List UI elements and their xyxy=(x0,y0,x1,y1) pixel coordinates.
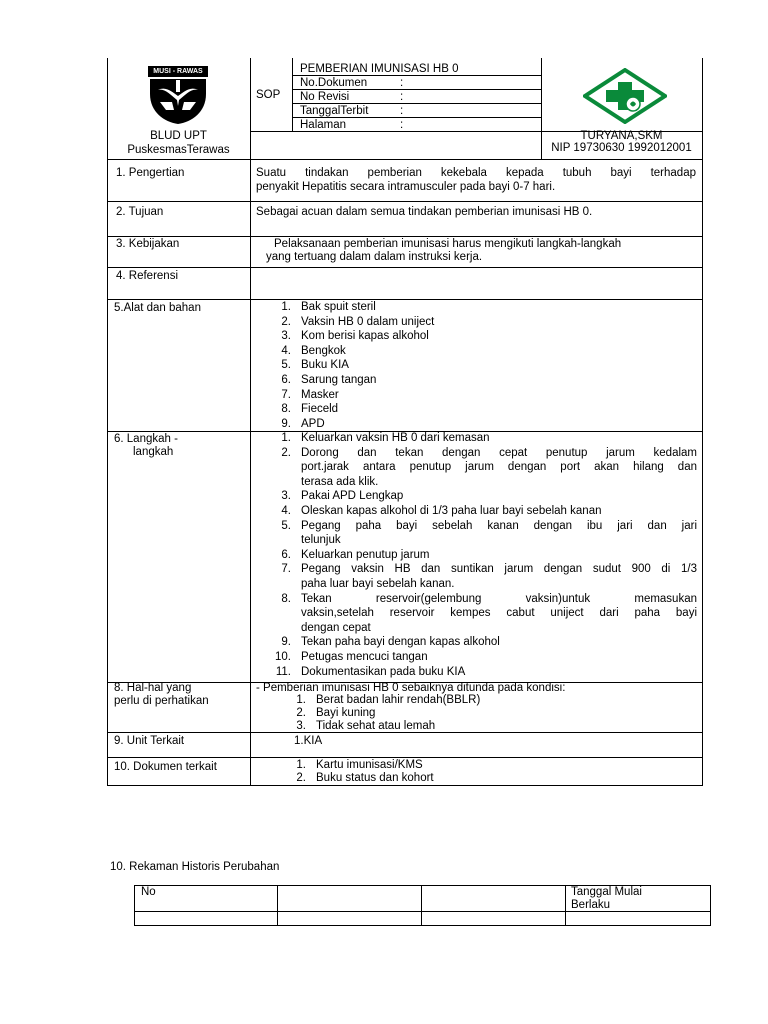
list-item: 2. Bayi kuning xyxy=(296,707,376,719)
alat-list xyxy=(275,300,434,431)
list-item: 1. Keluarkan vaksin HB 0 dari kemasan xyxy=(281,432,490,444)
label-tujuan: 2. Tujuan xyxy=(116,206,164,218)
history-col-date-1: Tanggal Mulai xyxy=(571,886,642,898)
sop-divider xyxy=(292,58,293,131)
unit-text: 1.KIA xyxy=(294,735,323,747)
document-title: PEMBERIAN IMUNISASI HB 0 xyxy=(300,63,459,75)
hal-intro: - Pemberian imunisasi HB 0 sebaiknya ditunda pada kondisi: xyxy=(256,682,566,694)
meta-value-dokumen: : xyxy=(400,77,404,89)
list-item: 2. Dorong dan tekan dengan cepat penutup jarum kedalam port.jarak antara penutup jarum dengan port akan hilang dan terasa ada klik. xyxy=(281,446,697,488)
meta-label-dokumen: No.Dokumen xyxy=(300,77,368,89)
table-border-left xyxy=(107,58,108,786)
list-item: 6. Sarung tangan xyxy=(281,373,377,386)
history-mid xyxy=(134,911,711,912)
sop-label: SOP xyxy=(256,89,281,101)
list-item: 2. Vaksin HB 0 dalam uniject xyxy=(281,315,435,328)
meta-value-halaman: : xyxy=(400,119,404,131)
kebijakan-line1: Pelaksanaan pemberian imunisasi harus mengikuti langkah-langkah xyxy=(274,238,622,250)
tujuan-text: Sebagai acuan dalam semua tindakan pemberian imunisasi HB 0. xyxy=(256,206,593,218)
list-item: 10. Petugas mencuci tangan xyxy=(275,650,428,663)
table-bottom xyxy=(107,785,702,786)
label-referensi: 4. Referensi xyxy=(116,270,179,282)
musi-rawas-logo xyxy=(146,66,210,126)
list-item: 4. Bengkok xyxy=(281,344,346,357)
label-dokumen: 10. Dokumen terkait xyxy=(114,761,217,773)
list-item: 7. Masker xyxy=(281,388,339,401)
kebijakan-line2: yang tertuang dalam dalam instruksi kerja. xyxy=(266,251,483,263)
history-col-4 xyxy=(710,885,711,926)
list-item: 1. Bak spuit steril xyxy=(281,301,376,313)
list-item: 1. Kartu imunisasi/KMS xyxy=(296,759,423,771)
meta-value-revisi: : xyxy=(400,91,404,103)
list-item: 8. Fieceld xyxy=(281,403,339,416)
label-alat: 5.Alat dan bahan xyxy=(114,302,201,314)
pengertian-line2: penyakit Hepatitis secara intramusculer pada bayi 0-7 hari. xyxy=(256,181,556,193)
label-hal-1: 8. Hal-hal yang xyxy=(114,682,192,694)
history-col-1 xyxy=(277,885,278,926)
signer-nip: NIP 19730630 1992012001 xyxy=(551,142,692,154)
meta-label-halaman: Halaman xyxy=(300,119,347,131)
hal-list xyxy=(290,694,480,733)
org-name-line1: BLUD UPT xyxy=(150,130,207,142)
langkah-list xyxy=(275,431,697,679)
pengertian-line1: Suatu tindakan pemberian kekebala kepada tubuh bayi terhadap xyxy=(256,167,696,179)
history-col-date-2: Berlaku xyxy=(571,899,610,911)
label-hal-2: perlu di perhatikan xyxy=(114,695,209,707)
history-col-no: No xyxy=(141,886,156,898)
list-item: 7. Pegang vaksin HB dan suntikan jarum dengan sudut 900 di 1/3 paha luar bayi sebelah kanan. xyxy=(281,563,697,590)
logo-text: MUSI - RAWAS xyxy=(153,68,203,75)
list-item: 8. Tekan reservoir(gelembung vaksin)untuk memasukan vaksin,setelah reservoir kempes cabut uniject dari paha bayi dengan cepat xyxy=(281,592,697,634)
list-item: 3. Pakai APD Lengkap xyxy=(281,490,404,503)
list-item: 2. Buku status dan kohort xyxy=(296,772,434,784)
meta-label-terbit: TanggalTerbit xyxy=(300,105,369,117)
list-item: 9. Tekan paha bayi dengan kapas alkohol xyxy=(281,636,500,649)
column-divider xyxy=(250,58,251,786)
meta-label-revisi: No Revisi xyxy=(300,91,350,103)
history-col-2 xyxy=(421,885,422,926)
signer-name: TURYANA,SKM xyxy=(580,130,663,142)
table-border-right xyxy=(702,58,703,786)
meta-value-terbit: : xyxy=(400,105,404,117)
list-item: 9. APD xyxy=(281,417,325,430)
label-langkah-2: langkah xyxy=(133,446,174,458)
label-unit: 9. Unit Terkait xyxy=(114,735,185,747)
dokumen-list xyxy=(290,759,434,785)
row-sep-8 xyxy=(107,757,702,758)
puskesmas-logo xyxy=(583,68,667,124)
history-bottom xyxy=(134,925,711,926)
list-item: 1. Berat badan lahir rendah(BBLR) xyxy=(296,694,481,706)
list-item: 4. Oleskan kapas alkohol di 1/3 paha luar bayi sebelah kanan xyxy=(281,504,602,517)
list-item: 5. Buku KIA xyxy=(281,359,349,372)
list-item: 3. Tidak sehat atau lemah xyxy=(296,720,436,732)
row-sep-3 xyxy=(107,267,702,268)
list-item: 6. Keluarkan penutup jarum xyxy=(281,548,430,561)
list-item: 5. Pegang paha bayi sebelah kanan dengan ibu jari dan jari telunjuk xyxy=(281,519,697,547)
list-item: 11. Dokumentasikan pada buku KIA xyxy=(275,665,466,678)
history-col-3 xyxy=(565,885,566,926)
org-name-line2: PuskesmasTerawas xyxy=(127,144,230,156)
label-pengertian: 1. Pengertian xyxy=(116,167,185,179)
history-col-0 xyxy=(134,885,135,926)
list-item: 3. Kom berisi kapas alkohol xyxy=(281,330,429,343)
header-bottom xyxy=(107,159,702,160)
row-sep-1 xyxy=(107,201,702,202)
label-langkah-1: 6. Langkah - xyxy=(114,433,178,445)
history-title: 10. Rekaman Historis Perubahan xyxy=(110,861,280,873)
label-kebijakan: 3. Kebijakan xyxy=(116,238,180,250)
